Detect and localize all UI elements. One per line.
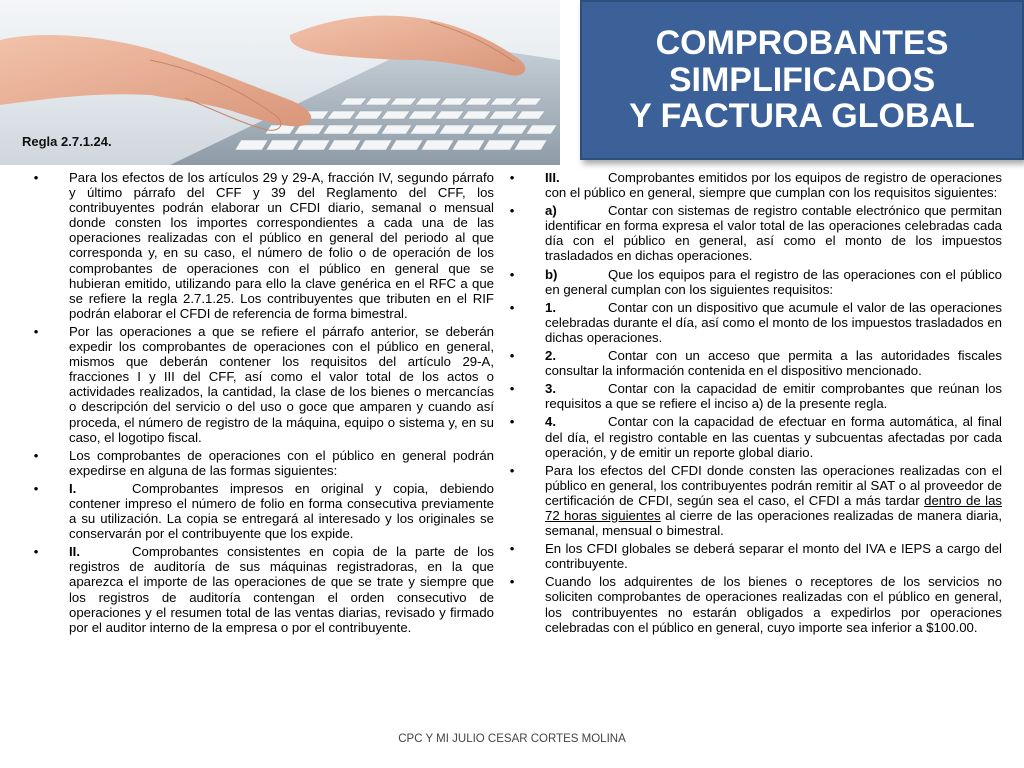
bullet-icon: • bbox=[509, 203, 515, 219]
left-column bbox=[30, 170, 494, 638]
paragraph-text: Cuando los adquirentes de los bienes o receptores de los servicios no soliciten comprobantes de operaciones realizadas con el público en general, los contribuyentes no estarán obligados a expedirlos por operaciones celebradas con el público en general, cuyo importe sea inferior a $100.00. bbox=[545, 574, 1002, 635]
list-item bbox=[506, 203, 1002, 263]
bullet-icon: • bbox=[509, 541, 515, 557]
paragraph-text: Que los equipos para el registro de las operaciones con el público en general cumplan con los siguientes requisitos: bbox=[545, 266, 1002, 297]
bullet-icon: • bbox=[33, 170, 39, 185]
paragraph-text: Comprobantes consistentes en copia de la parte de los registros de auditoría de sus máquinas registradoras, en la que aparezca el importe de las operaciones de que se trate y siempre que los registros de auditoría contengan el orden consecutivo de operaciones y el resumen total de las ventas diarias, revisado y firmado por el auditor interno de la empresa o por el contribuyente. bbox=[69, 544, 494, 635]
paragraph-text: Los comprobantes de operaciones con el público en general podrán expedirse en alguna de las formas siguientes: bbox=[69, 447, 494, 478]
list-item bbox=[30, 324, 494, 445]
title-line-3: Y FACTURA GLOBAL bbox=[629, 97, 975, 136]
item-label: 4. bbox=[545, 414, 556, 430]
right-column bbox=[506, 170, 1002, 638]
paragraph-text: Contar con la capacidad de emitir comprobantes que reúnan los requisitos a que se refiere el inciso a) de la presente regla. bbox=[545, 381, 1002, 412]
item-label: II. bbox=[69, 544, 80, 560]
list-item bbox=[506, 414, 1002, 459]
paragraph-text: Contar con la capacidad de efectuar en forma automática, al final del día, el registro contable en las cuentas y subcuentas afectadas por cada operación, y de emitir un reporte global diario. bbox=[545, 414, 1002, 460]
item-label: 3. bbox=[545, 381, 556, 397]
paragraph-text: Contar con un acceso que permita a las autoridades fiscales consultar la información contenida en el dispositivo mencionado. bbox=[545, 348, 1002, 379]
paragraph-text: Para los efectos del CFDI donde consten las operaciones realizadas con el público en general, los contribuyentes podrán remitir al SAT o al proveedor de certificación de CFDI, según sea el caso, el CFDI a más tardar bbox=[545, 462, 1002, 508]
paragraph-text: Contar con sistemas de registro contable electrónico que permitan identificar en forma expresa el valor total de las operaciones celebradas cada día con el público en general, así como el monto de los impuestos trasladados en dichas operaciones. bbox=[545, 203, 1002, 264]
paragraph-text: Comprobantes emitidos por los equipos de registro de operaciones con el público en general, siempre que cumplan con los requisitos siguientes: bbox=[545, 170, 1002, 201]
title-line-1: COMPROBANTES bbox=[655, 24, 949, 63]
item-label: 2. bbox=[545, 348, 556, 364]
bullet-icon: • bbox=[33, 480, 39, 496]
paragraph-text: Contar con un dispositivo que acumule el valor de las operaciones celebradas durante el día, así como el monto de los impuestos trasladados en dichas operaciones. bbox=[545, 299, 1002, 345]
item-label: b) bbox=[545, 266, 558, 282]
paragraph-text: al cierre de las operaciones realizadas de manera diaria, semanal, mensual o bimestral. bbox=[545, 507, 1003, 539]
item-label: a) bbox=[545, 203, 557, 219]
bullet-icon: • bbox=[509, 299, 515, 315]
item-label: III. bbox=[545, 170, 560, 185]
page-title bbox=[580, 0, 1024, 160]
list-item bbox=[30, 544, 494, 635]
list-item bbox=[506, 300, 1002, 345]
list-item bbox=[30, 448, 494, 478]
bullet-icon: • bbox=[33, 323, 39, 339]
paragraph-text: Comprobantes impresos en original y copia, debiendo contener impreso el número de folio en forma consecutiva previamente a su utilización. La copia se entregará al interesado y los originales se conservarán por el contribuyente que los expide. bbox=[69, 480, 494, 542]
bullet-icon: • bbox=[509, 266, 515, 282]
list-item bbox=[30, 170, 494, 321]
bullet-icon: • bbox=[33, 544, 39, 560]
bullet-icon: • bbox=[509, 414, 515, 430]
bullet-icon: • bbox=[509, 381, 515, 397]
rule-label: Regla 2.7.1.24. bbox=[22, 134, 112, 149]
bullet-icon: • bbox=[33, 447, 39, 463]
bullet-icon: • bbox=[509, 462, 515, 478]
paragraph-text: En los CFDI globales se deberá separar el monto del IVA e IEPS a cargo del contribuyente. bbox=[545, 541, 1002, 572]
list-item bbox=[30, 481, 494, 541]
footer-credit: CPC Y MI JULIO CESAR CORTES MOLINA bbox=[398, 733, 626, 745]
list-item bbox=[506, 170, 1002, 200]
item-label: 1. bbox=[545, 299, 556, 315]
list-item bbox=[506, 348, 1002, 378]
list-item bbox=[506, 267, 1002, 297]
underlined-deadline: dentro de las 72 horas siguientes bbox=[545, 492, 1002, 523]
paragraph-text: Por las operaciones a que se refiere el párrafo anterior, se deberán expedir los comprobantes de operaciones con el público en general, mismos que deberán contener los requisitos del artículo 29-A, fracciones I y III del CFF, así como el valor total de los actos o actividades realizados, la cantidad, la clase de los bienes o mercancías o descripción del servicio o del uso o goce que amparen y cuando así proceda, el número de registro de la máquina, equipo o sistema y, en su caso, el logotipo fiscal. bbox=[69, 323, 494, 445]
list-item bbox=[506, 463, 1002, 538]
item-label: I. bbox=[69, 480, 77, 496]
title-line-2: SIMPLIFICADOS bbox=[668, 60, 936, 99]
list-item bbox=[506, 574, 1002, 634]
bullet-icon: • bbox=[509, 574, 515, 590]
bullet-icon: • bbox=[509, 348, 515, 364]
list-item bbox=[506, 541, 1002, 571]
bullet-icon: • bbox=[509, 170, 515, 185]
list-item bbox=[506, 381, 1002, 411]
paragraph-text: Para los efectos de los artículos 29 y 29-A, fracción IV, segundo párrafo y último párrafo del CFF y 39 del Reglamento del CFF, los contribuyentes podrán elaborar un CFDI diario, semanal o mensual donde consten los importes correspondientes a cada una de las operaciones realizadas con el público en general del periodo al que corresponda y, en su caso, el número de folio o de operación de los comprobantes de operaciones con el público en general que se hubieran emitido, utilizando para ello la clave genérica en el RFC a que se refiere la regla 2.7.1.25. Los contribuyentes que tributen en el RIF podrán elaborar el CFDI de referencia de forma bimestral. bbox=[69, 170, 494, 321]
